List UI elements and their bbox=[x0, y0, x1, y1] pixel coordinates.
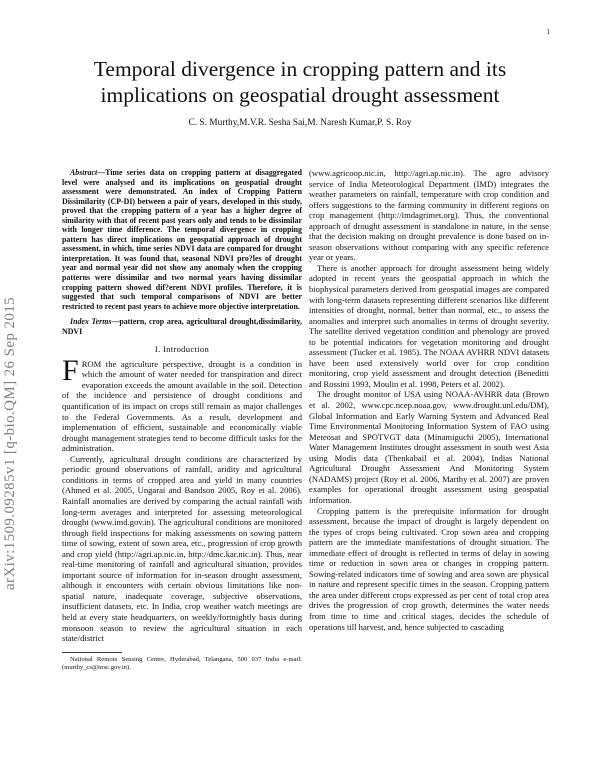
abstract bbox=[62, 168, 302, 311]
right-paragraph-4: Cropping pattern is the prerequisite information for drought assessment, because the impact of drought is largely dependent on the types of crops being cultivated. Crop sown area and cropping pattern are the immediate manifestations of drought situation. The immediate effect of drought is reflected in terms of delay in sowing time or reduction in sown area or changes in cropping pattern. Sowing-related indicators time of sowing and area sown are physical in nature and represent specific times in the season. Cropping pattern the area under different crops expressed as per cent of total crop area drives the progression of crop growth, determines the water needs from time to time and critical stages, decides the schedule of operations till harvest, and, hence subjected to cascading bbox=[309, 505, 549, 632]
affiliation-footnote: National Remote Sensing Centre, Hyderabad, Telangana, 500 037 India e-mail: (murthy_cs@nrsc.gov.in). bbox=[62, 655, 302, 671]
abstract-text: —Time series data on cropping pattern at disaggregated level were analysed and its implications on geospatial drought assessment were demonstrated. An index of Cropping Pattern Dissimilarity (CP-DI) between a pair of years, developed in this study, proved that the cropping pattern of a year has a higher degree of similarity with that of recent past years only and tends to be dissimilar with longer time difference. The temporal divergence in cropping pattern has direct implications on geospatial approach of drought assessment, in which, time series NDVI data are compared for drought interpretation. It was found that, seasonal NDVI pro?les of drought year and normal year did not show any anomaly when the cropping patterns were dissimilar and two normal years having dissimilar cropping pattern showed dif?erent NDVI profiles. Therefore, it is suggested that such temporal comparisons of NDVI are better restricted to recent past years to achieve more objective interpretation. bbox=[62, 168, 302, 311]
intro-paragraph-1-text: ROM the agriculture perspective, drought is a condition in which the amount of water needed for transpiration and direct evaporation exceeds the amount available in the soil. Detection of the incidence and persistence of drought conditions and quantification of its impact on crops still remain as major challenges to the Federal Governments. As a result, development and implementation of efficient, sustainable and economically viable drought management strategies tend to become difficult tasks for the administration. bbox=[62, 358, 302, 454]
arxiv-identifier: arXiv:1509.09285v1 [q-bio.QM] 26 Sep 2015 bbox=[2, 296, 18, 590]
left-column bbox=[62, 168, 302, 672]
section-heading: I. Introduction bbox=[154, 344, 210, 355]
right-paragraph-1: (www.agricoop.nic.in, http://agri.ap.nic.in). The agro advisory service of India Meteorological Department (IMD) integrates the weather parameters on rainfall, temperature with crop condition and offers suggestions to the farming community in different regions on crop management (http://imdagrimet.org). Thus, the conventional approach of drought assessment is standalone in nature, in the sense that the decision making on drought prevalence is done based on in-season observations without comparing with any specific reference year or years. bbox=[309, 168, 549, 263]
index-terms-text: —pattern, crop area, agricultural drought,dissimilarity, NDVI bbox=[62, 317, 302, 336]
right-paragraph-2: There is another approach for drought assessment being widely adopted in recent years the geospatial approach in which the biophysical parameters derived from geospatial images are compared with long-term datasets representing different scenarios like different intensities of drought, normal, better than normal, etc., to assess the anomalies and interpret such anomalies in terms of drought severity. The satellite derived vegetation condition and phenology are proved to be potential indicators for vegetation monitoring and drought assessment (Tucker et al. 1985). The NOAA AVHRR NDVI datasets have been used extensively world over for crop condition monitoring, crop yield assessment and drought detection (Beneditti and Rossini 1993, Moulin et al. 1998, Peters et al. 2002). bbox=[309, 262, 549, 389]
author-list: C. S. Murthy,M.V.R. Sesha Sai,M. Naresh Kumar,P. S. Roy bbox=[188, 118, 412, 128]
index-terms bbox=[62, 317, 302, 336]
index-terms-lead: Index Terms bbox=[70, 317, 112, 327]
drop-cap: F bbox=[62, 353, 79, 387]
paper-title: Temporal divergence in cropping pattern and its implications on geospatial drought assessment bbox=[93, 57, 507, 107]
page-number: 1 bbox=[546, 28, 550, 36]
abstract-lead: Abstract bbox=[70, 168, 98, 177]
footnote-divider bbox=[62, 652, 122, 653]
intro-paragraph-2: Currently, agricultural drought conditions are characterized by periodic ground observations of rainfall, aridity and agricultural conditions in terms of cropped area and yield in many countries (Ahmed et al. 2005, Ungarai and Bandson 2005, Roy et al. 2006). Rainfall anomalies are derived by comparing the actual rainfall with long-term averages and interpreted for assessing meteorological drought (www.imd.gov.in). The agricultural conditions are monitored through field inspections for making assessments on sowing pattern time of sowing, extent of sown area, etc., progression of crop growth and crop yield (http://agri.ap.nic.in, http://dmc.kar.nic.in). Thus, near real-time monitoring of rainfall and agricultural situation, provides important source of information for in-season drought assessment, although it encounters with certain obvious limitations like non-spatial nature, inadequate coverage, subjective observations, insufficient datasets, etc. In India, crop weather watch meetings are held at every state headquarters, on weekly/fortnightly basis during monsoon season to review the agricultural situation in each state/district bbox=[62, 453, 302, 644]
right-paragraph-3: The drought monitor of USA using NOAA-AVHRR data (Brown et al. 2002, www.cpc.ncep.noaa.gov, www.drought.unl.edu/DM), Global Information and Early Warning System and Advanced Real Time Environmental Monitoring Information System of FAO using Meteosat and SPOTVGT data (Minamiguchi 2005), International Water Management Institutes drought assessment in south west Asia using Modis data (Thenkabail et al. 2004), Indias National Agricultural Drought Assessment And Monitoring System (NADAMS) project (Roy et al. 2006, Marthy et al. 2007) are proven examples for operational drought assessment using geospatial information. bbox=[309, 389, 549, 505]
intro-paragraph-1 bbox=[62, 353, 302, 454]
right-column bbox=[309, 168, 549, 632]
